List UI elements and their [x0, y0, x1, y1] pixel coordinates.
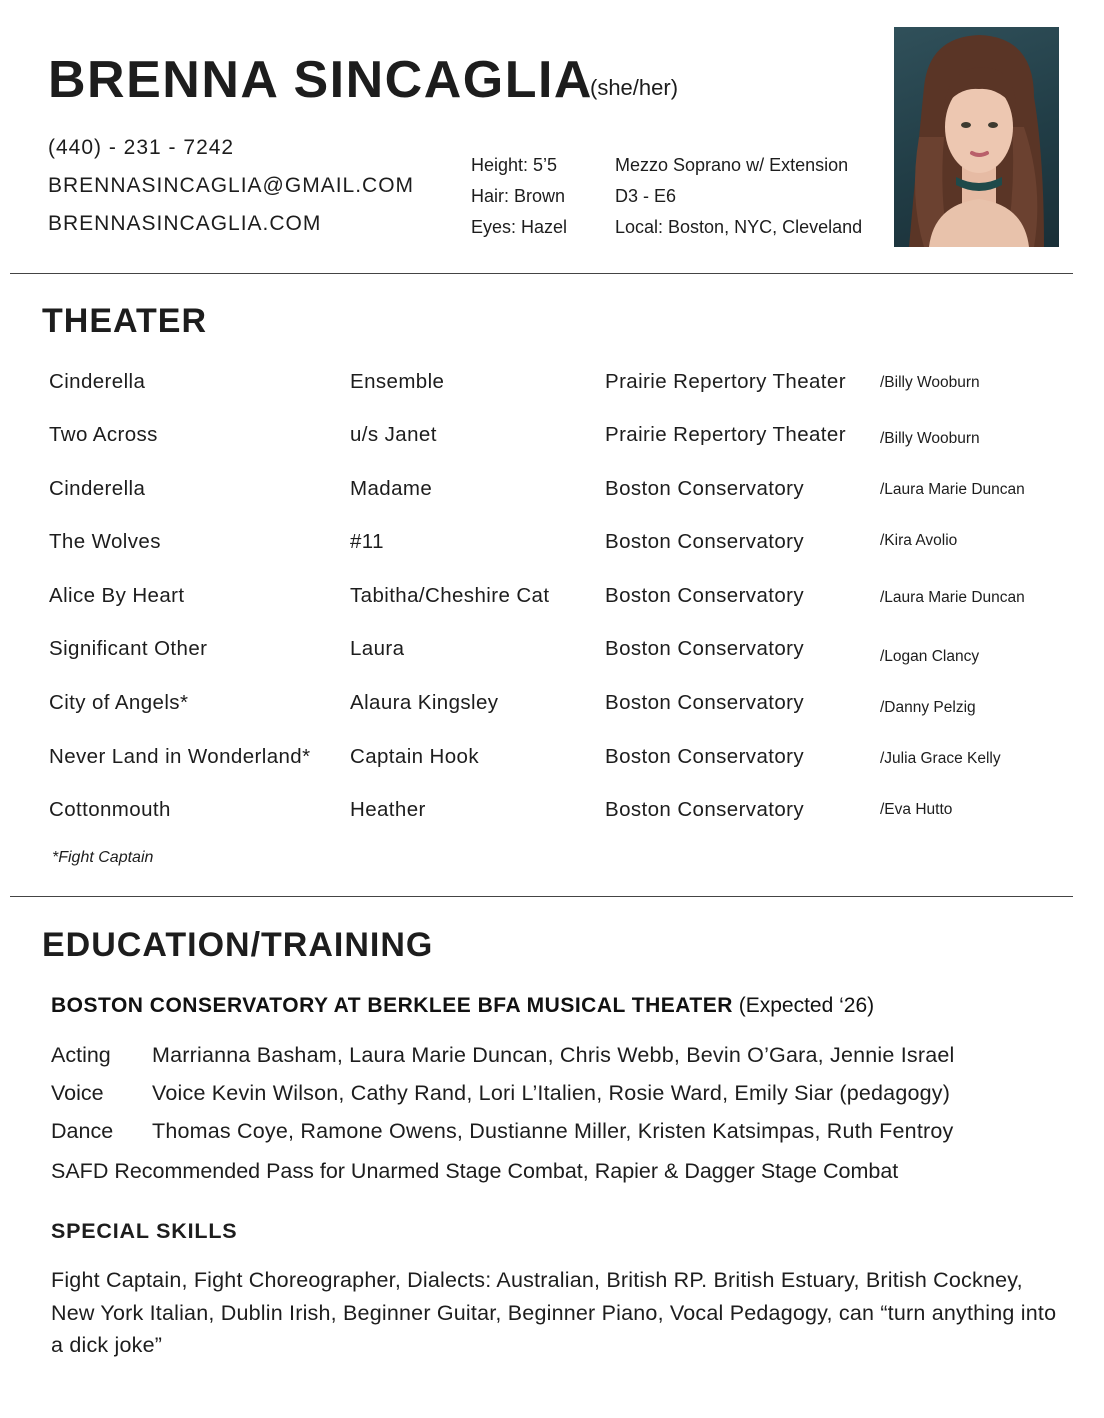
- credit-show: Cinderella: [49, 370, 146, 393]
- credit-role: Madame: [350, 477, 433, 500]
- credit-director: /Danny Pelzig: [880, 699, 976, 716]
- credit-role: Tabitha/Cheshire Cat: [350, 584, 550, 607]
- credit-director: /Laura Marie Duncan: [880, 481, 1025, 498]
- stat-vocal-range: D3 - E6: [615, 186, 677, 206]
- headshot-photo: [894, 27, 1059, 247]
- stage-combat-certification: SAFD Recommended Pass for Unarmed Stage Combat, Rapier & Dagger Stage Combat: [51, 1159, 899, 1183]
- credit-director: /Logan Clancy: [880, 648, 980, 665]
- credit-role: Alaura Kingsley: [350, 691, 499, 714]
- credit-director: /Billy Wooburn: [880, 374, 980, 391]
- actor-name: BRENNA SINCAGLIA: [48, 51, 593, 109]
- credit-show: Significant Other: [49, 637, 208, 660]
- credit-show: Alice By Heart: [49, 584, 185, 607]
- credit-venue: Boston Conservatory: [605, 798, 805, 821]
- headshot-illustration: [894, 27, 1059, 247]
- stat-local: Local: Boston, NYC, Cleveland: [615, 217, 863, 237]
- credit-venue: Boston Conservatory: [605, 530, 805, 553]
- stat-hair: Hair: Brown: [471, 186, 566, 206]
- credit-show: Never Land in Wonderland*: [49, 745, 311, 768]
- fight-captain-footnote: *Fight Captain: [52, 849, 154, 866]
- credit-show: Cinderella: [49, 477, 146, 500]
- credit-director: /Billy Wooburn: [880, 430, 980, 447]
- divider-theater: [10, 896, 1073, 897]
- credit-venue: Boston Conservatory: [605, 477, 805, 500]
- training-label-voice: Voice: [51, 1081, 104, 1105]
- special-skills-text: Fight Captain, Fight Choreographer, Dialects: Australian, British RP. British Estuary, British Cockney, New York Italian, Dublin Irish, Beginner Guitar, Beginner Piano, Vocal Pedagogy, can “turn anything into a dick joke”: [51, 1268, 1057, 1357]
- credit-director: /Kira Avolio: [880, 532, 958, 549]
- credit-role: #11: [350, 530, 384, 553]
- credit-show: Two Across: [49, 423, 158, 446]
- training-label-dance: Dance: [51, 1119, 114, 1143]
- pronouns: (she/her): [590, 75, 679, 100]
- credit-venue: Boston Conservatory: [605, 745, 805, 768]
- website-link: BRENNASINCAGLIA.COM: [48, 212, 322, 235]
- credit-role: Ensemble: [350, 370, 445, 393]
- school-line: [51, 994, 874, 1018]
- credit-venue: Boston Conservatory: [605, 637, 805, 660]
- credit-venue: Boston Conservatory: [605, 584, 805, 607]
- credit-director: /Laura Marie Duncan: [880, 589, 1025, 606]
- training-label-acting: Acting: [51, 1043, 111, 1067]
- email-address: BRENNASINCAGLIA@GMAIL.COM: [48, 174, 415, 197]
- credit-venue: Prairie Repertory Theater: [605, 423, 846, 446]
- theater-heading: THEATER: [42, 302, 208, 340]
- credit-role: Laura: [350, 637, 405, 660]
- credit-venue: Boston Conservatory: [605, 691, 805, 714]
- training-teachers-voice: Voice Kevin Wilson, Cathy Rand, Lori L’Italien, Rosie Ward, Emily Siar (pedagogy): [152, 1081, 951, 1105]
- credit-show: The Wolves: [49, 530, 161, 553]
- stat-voice-type: Mezzo Soprano w/ Extension: [615, 155, 849, 175]
- credit-director: /Julia Grace Kelly: [880, 750, 1001, 767]
- training-teachers-dance: Thomas Coye, Ramone Owens, Dustianne Miller, Kristen Katsimpas, Ruth Fentroy: [152, 1119, 954, 1143]
- credit-role: Captain Hook: [350, 745, 480, 768]
- credit-role: u/s Janet: [350, 423, 437, 446]
- education-heading: EDUCATION/TRAINING: [42, 926, 434, 964]
- graduation-expected: (Expected ‘26): [738, 994, 875, 1017]
- credit-show: Cottonmouth: [49, 798, 171, 821]
- special-skills-heading: SPECIAL SKILLS: [51, 1219, 238, 1243]
- credit-venue: Prairie Repertory Theater: [605, 370, 846, 393]
- divider-header: [10, 273, 1073, 274]
- stat-eyes: Eyes: Hazel: [471, 217, 568, 237]
- phone-number: (440) - 231 - 7242: [48, 136, 235, 159]
- school-name: BOSTON CONSERVATORY AT BERKLEE BFA MUSICAL THEATER: [51, 994, 733, 1017]
- credit-show: City of Angels*: [49, 691, 189, 714]
- credit-director: /Eva Hutto: [880, 801, 953, 818]
- stat-height: Height: 5’5: [471, 155, 558, 175]
- credit-role: Heather: [350, 798, 426, 821]
- training-teachers-acting: Marrianna Basham, Laura Marie Duncan, Chris Webb, Bevin O’Gara, Jennie Israel: [152, 1043, 955, 1067]
